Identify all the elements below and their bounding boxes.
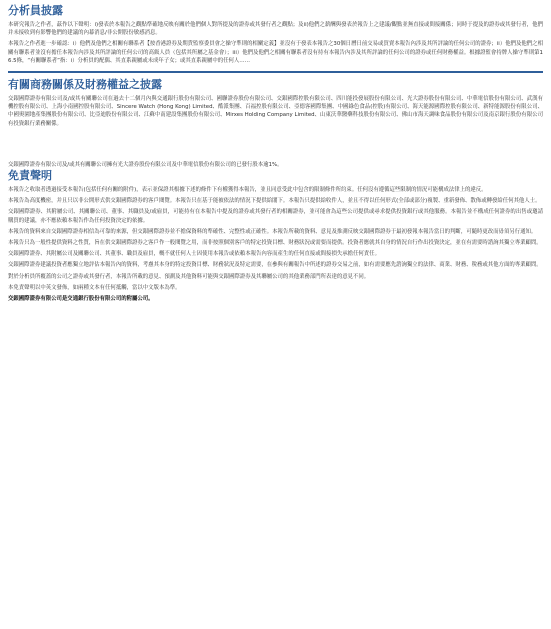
- disclaimer-section: [8, 169, 543, 303]
- disclaimer-paragraph-8: 對於分析員所覆蓋的公司之證券或其發行者，本報告所載的意見、預測及其他資料可能與交銀國際證券及其聯屬公司的其他業務部門所表達的意見不同。: [8, 273, 370, 280]
- relationship-disclosure-title: 有關商務關係及財務權益之披露: [8, 78, 162, 92]
- disclaimer-paragraph-5: 本報告只為一般性提供資料之性質，旨在供交銀國際證券之客戶作一般閱覽之用，而非按照個別客戶的特定投資目標、財務狀況或需要而提供。投資者應就其自身的情況自行作出投資決定，並在有需要時諮詢其獨立專業顧問。: [8, 240, 542, 247]
- disclaimer-paragraph-2: 本報告為高度機密，并且只以非公開形式供交銀國際證券的客戶閱覽。本報告只在基于能被依法的情況下提供給閣下。本報告只提供給收件人，並且不得以任何形式(全部或部分)複製、重新發佈、散佈或轉發給任何其他人士。: [8, 198, 541, 205]
- shareholding-statement: 交銀國際證券有限公司及/或其有關聯公司擁有光大證券股份有限公司及中華電信股份有限公司的已發行股本逾1%。: [8, 161, 283, 168]
- analyst-statement-paragraph-2: 本報告之作者進一步確認：i）他們及他們之相關有聯系者【按香港證券及期貨監察委員會之操守準則的相關定義】並沒有于發表本報告之30個日曆日前交易或買賣本報告內涉及其所評論的任何公司的證券；ii）他們及他們之相關有聯系者並沒有擔任本報告內涉及其所評論的任何公司的高級人員（包括其所屬之基金會）；iii）他們及他們之相關有聯系者沒有持有本報告內涉及其所評論的任何公司的證券或任何財務權益。根據證監會持牌人操守準則第16.5條，“有關聯系者”指：i）分析員的配偶、其直系親屬或未成年子女；或其直系親屬中的任何人……: [8, 41, 543, 64]
- relationship-disclosure-paragraph: 交銀國際證券有限公司及/或其有關聯公司在過去十二個月內與交通銀行股份有限公司、國聯證券股份有限公司、交銀國際控股有限公司、四川能投發展股份有限公司、光大證券股份有限公司、中華電信股份有限公司、武漢有機控股有限公司、上海小南國控股有限公司、Sincere Watch (Hong Kong) Limited、酷派集團、百福控股有限公司、亞德客國際集團、中國綠色食品(控股)有限公司、海天能源國際控股有限公司、新特能源股份有限公司、中國奧園地產集團股份有限公司、比亞迪股份有限公司、江蘇中南建設集團股份有限公司、Mirxes Holding Company Limited、山東沃華醫藥科技股份有限公司、佛山市海天調味食品股份有限公司及南京銀行股份有限公司有投資銀行業務關係。: [8, 96, 543, 127]
- disclaimer-closing: 交銀國際證券有限公司是交通銀行股份有限公司的附屬公司。: [8, 296, 154, 303]
- disclaimer-paragraph-6: 交銀國際證券、其附屬公司及關聯公司、其董事、職員及雇員，概不就任何人士因使用本報告或依賴本報告內容而產生的任何直接或間接損失承擔任何責任。: [8, 251, 380, 258]
- analyst-statement-title: 分析員披露: [8, 4, 63, 17]
- disclaimer-paragraph-4: 本報告的資料來自交銀國際證券相信為可靠的來源，但交銀國際證券並不擔保資料的準確性、完整性或正確性。本報告所載的資料、意見及推測反映交銀國際證券于最初發報本報告當日的判斷，可隨時更改而毋須另行通知。: [8, 228, 537, 235]
- disclaimer-paragraph-7: 交銀國際證券建議投資者應獨立地評估本報告內的資料，考慮其本身的特定投資目標、財務狀況及特定需要，在參與有關報告中所述的證券交易之前，如有需要應先諮詢獨立的法律、商業、財務、稅務或其他方面的專業顧問。: [8, 262, 542, 269]
- disclaimer-paragraph-1: 本報告之收取者透過接受本報告(包括任何有關的附件)，表示並保證其根據下述的條件下有權獲得本報告，並且同意受此中包含的限制條件所約束。任何沒有遵循這些限制的情況可能構成法律上的違反。: [8, 187, 487, 194]
- disclaimer-paragraph-9: 本免責聲明以中英文發佈，如兩種文本有任何抵觸，當以中文版本為準。: [8, 284, 181, 291]
- analyst-statement-section: [8, 4, 543, 65]
- section-divider: [8, 71, 543, 73]
- analyst-statement-paragraph-1: 本研究報告之作者，茲作以下聲明：i)發表於本報告之觀點準確地反映有關於他們個人對所提及的證券或其發行者之觀點；及ii)他們之薪酬與發表於報告上之建議/觀點並無直接或間接關係；同時于提及的證券或其發行者，他們并未接收到有影響他們的建議的內幕消息/非公開股份敏感消息。: [8, 22, 543, 37]
- disclaimer-paragraph-3: 交銀國際證券、其附屬公司、其關聯公司、董事、其職員及/或雇員，可能持有在本報告中提及的證券或其發行者的相關證券，並可能會為這些公司提供或尋求提供投資銀行或其他服務。本報告並不構成任何證券的出售或邀請購買的建議，亦不應依賴本報告作為任何投資決定的依據。: [8, 209, 543, 224]
- disclaimer-title: 免責聲明: [8, 169, 52, 183]
- relationship-disclosure-section: [8, 78, 543, 169]
